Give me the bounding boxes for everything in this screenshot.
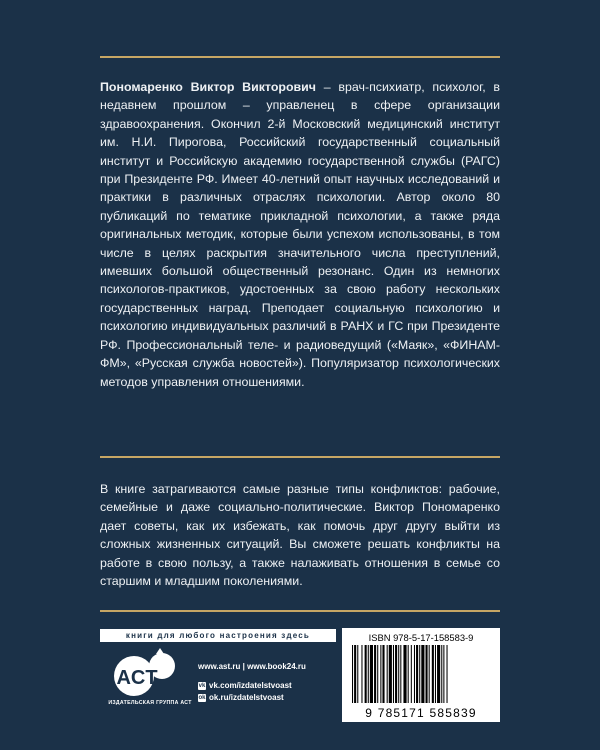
isbn: ISBN 978-5-17-158583-9: [368, 632, 474, 643]
barcode-bar: [408, 645, 409, 703]
social-ok[interactable]: [198, 692, 306, 703]
barcode-bar: [357, 645, 358, 703]
top-divider: [100, 56, 500, 58]
barcode-bar: [368, 645, 369, 703]
barcode-bar: [432, 645, 434, 703]
barcode-graphic: [350, 645, 492, 705]
barcode-bar: [380, 645, 381, 703]
websites-link[interactable]: www.ast.ru | www.book24.ru: [198, 662, 306, 671]
social-vk[interactable]: [198, 680, 306, 691]
logo-text: ACT: [116, 667, 158, 689]
publisher-label: ИЗДАТЕЛЬСКАЯ ГРУППА АСТ: [108, 700, 192, 706]
author-bio-text: – врач-психиатр, психолог, в недавнем прошлом – управленец в сфере организации здравоохранения. Окончил 2-й Московский медицинский институт им. Н.И. Пирогова, Российский государственный социальный институт и Российскую академию государственной службы (РАГС) при Президенте РФ. Имеет 40-летний опыт научных исследований и практики в различных отраслях психологии. Автор около 80 публикаций по тематике прикладной психологии, а также ряда оригинальных методик, которые были успехом использованы, в том числе в целях раскрытия значительного числа преступлений, имевших большой общественный резонанс. Один из немногих психологов-практиков, удостоенных за свою работу нескольких государственных наград. Преподает социальную психологию и психологию индивидуальных различий в РАНХ и ГС при Президенте РФ. Профессиональный теле- и радиоведущий («Маяк», «ФИНАМ-ФМ», «Русская служба новостей»). Популяризатор психологических методов управления отношениями.: [100, 80, 500, 389]
barcode-bar: [403, 645, 406, 703]
barcode-panel: [342, 628, 500, 722]
barcode-bar: [437, 645, 440, 703]
barcode-bar: [441, 645, 442, 703]
barcode-bar: [393, 645, 394, 703]
vk-link[interactable]: vk.com/izdatelstvoast: [209, 681, 292, 690]
barcode-bar: [447, 645, 448, 703]
barcode-bar: [365, 645, 367, 703]
book-description: В книге затрагиваются самые разные типы конфликтов: рабочие, семейные и даже социально-политические. Виктор Пономаренко дает советы, как их избежать, как помочь друг другу выйти из сложных жизненных ситуаций. Вы сможете решать конфликты на работе в свою пользу, а также налаживать отношения в семье со старшим и младшим поколениями.: [100, 482, 500, 589]
barcode-number: 9 785171 585839: [365, 706, 477, 720]
author-name: Пономаренко Виктор Викторович: [100, 80, 316, 94]
barcode-bar: [426, 645, 428, 703]
ok-icon: ok: [198, 694, 206, 701]
barcode-bar: [374, 645, 376, 703]
ast-logo-icon: [104, 646, 184, 698]
barcode-bar: [414, 645, 415, 703]
barcode-bar: [421, 645, 424, 703]
barcode-bar: [354, 645, 356, 703]
vk-icon: vk: [198, 682, 206, 689]
barcode-bar: [411, 645, 412, 703]
barcode-bar: [395, 645, 397, 703]
barcode-bar: [443, 645, 444, 703]
barcode-bar: [382, 645, 384, 703]
barcode-bar: [387, 645, 388, 703]
barcode-bar: [389, 645, 392, 703]
barcode-bar: [416, 645, 418, 703]
ok-link[interactable]: ok.ru/izdatelstvoast: [209, 693, 284, 702]
barcode-bar: [352, 645, 353, 703]
barcode-bar: [370, 645, 373, 703]
barcode-bar: [429, 645, 430, 703]
middle-divider: [100, 456, 500, 458]
barcode-bar: [398, 645, 399, 703]
barcode-bar: [377, 645, 378, 703]
barcode-bar: [400, 645, 401, 703]
barcode-bar: [419, 645, 420, 703]
bottom-divider: [100, 610, 500, 612]
author-bio: [100, 78, 500, 391]
publisher-links: [198, 662, 306, 704]
barcode-bar: [361, 645, 362, 703]
barcode-bar: [435, 645, 436, 703]
tagline: книги для любого настроения здесь: [100, 629, 336, 642]
